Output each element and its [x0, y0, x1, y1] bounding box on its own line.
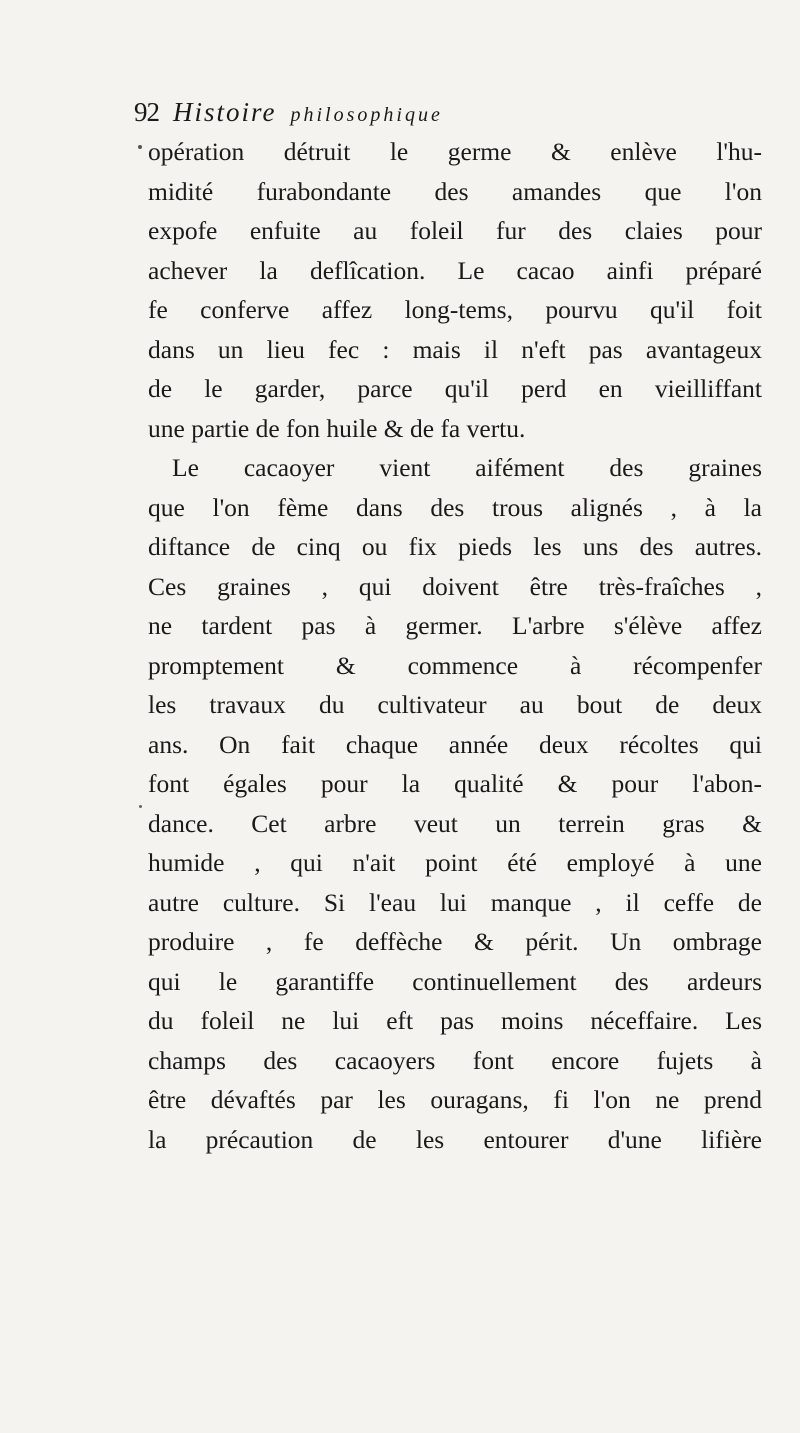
text-line: humide , qui n'ait point été employé à une [148, 848, 762, 877]
running-title-histoire: Histoire [173, 97, 277, 127]
text-line: ans. On fait chaque année deux récoltes qui [148, 729, 762, 759]
running-header [134, 92, 734, 132]
text-line: que l'on fème dans des trous alignés , à la [148, 492, 762, 522]
margin-dot [139, 805, 142, 808]
text-line: champs des cacaoyers font encore fujets à [148, 1045, 762, 1075]
text-line: midité furabondante des amandes que l'on [148, 176, 762, 206]
text-line: promptement & commence à récompenfer [148, 650, 762, 680]
text-line: de le garder, parce qu'il perd en vieilliffant [148, 374, 762, 403]
text-line: du foleil ne lui eft pas moins néceffaire. Les [148, 1006, 762, 1035]
text-line: autre culture. Si l'eau lui manque , il ceffe de [148, 887, 762, 917]
text-line: une partie de fon huile & de fa vertu. [148, 413, 526, 443]
text-line: dans un lieu fec : mais il n'eft pas avantageux [148, 334, 762, 364]
text-line: produire , fe deffèche & périt. Un ombrage [148, 927, 762, 956]
body-text [148, 132, 762, 1159]
text-line: opération détruit le germe & enlève l'hu- [148, 137, 762, 166]
text-line: fe conferve affez long-tems, pourvu qu'il foit [148, 295, 762, 324]
text-line: font égales pour la qualité & pour l'abon- [148, 769, 762, 798]
text-line: Le cacaoyer vient aifément des graines [172, 453, 762, 482]
margin-dot [138, 145, 142, 149]
text-line: ne tardent pas à germer. L'arbre s'élève affez [148, 611, 762, 640]
running-title-philosophique: philosophique [290, 104, 443, 126]
page-number: 92 [134, 97, 159, 127]
text-line: la précaution de les entourer d'une lifière [148, 1124, 762, 1154]
text-line: achever la deflîcation. Le cacao ainfi préparé [148, 255, 762, 285]
text-line: dance. Cet arbre veut un terrein gras & [148, 808, 762, 838]
text-line: expofe enfuite au foleil fur des claies pour [148, 216, 762, 245]
text-line: diftance de cinq ou fix pieds les uns des autres. [148, 532, 762, 561]
text-line: les travaux du cultivateur au bout de deux [148, 690, 762, 719]
text-line: Ces graines , qui doivent être très-fraîches , [148, 571, 762, 601]
text-line: qui le garantiffe continuellement des ardeurs [148, 966, 762, 996]
text-line: être dévaftés par les ouragans, fi l'on ne prend [148, 1085, 762, 1114]
